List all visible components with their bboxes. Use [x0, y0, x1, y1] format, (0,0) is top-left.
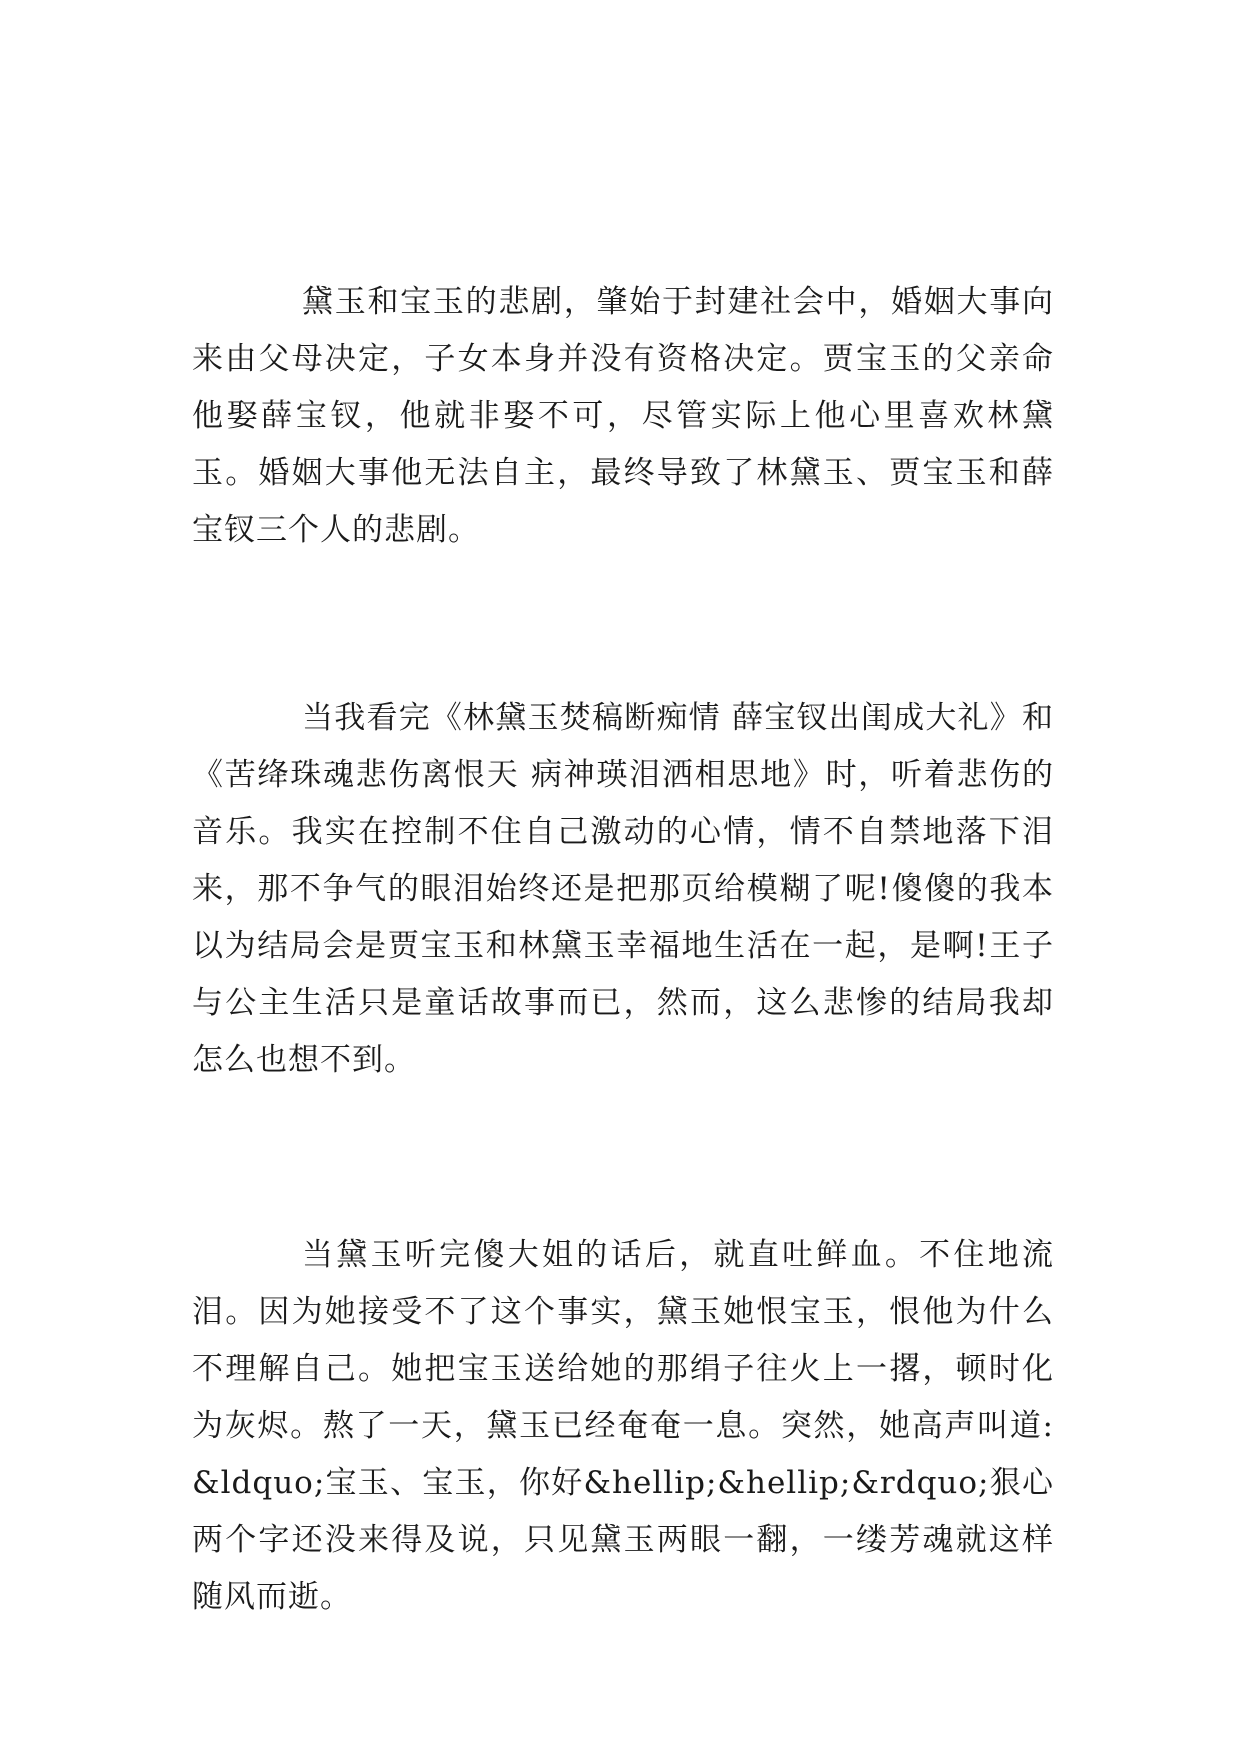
paragraph-2: 当我看完《林黛玉焚稿断痴情 薛宝钗出闺成大礼》和《苦绛珠魂悲伤离恨天 病神瑛泪洒相思地》时，听着悲伤的音乐。我实在控制不住自己激动的心情，情不自禁地落下泪来，那不争气的眼泪始终还是把那页给模糊了呢!傻傻的我本以为结局会是贾宝玉和林黛玉幸福地生活在一起，是啊!王子与公主生活只是童话故事而已，然而，这么悲惨的结局我却怎么也想不到。 — [192, 700, 1054, 1078]
paragraph-1: 黛玉和宝玉的悲剧，肇始于封建社会中，婚姻大事向来由父母决定，子女本身并没有资格决定。贾宝玉的父亲命他娶薛宝钗，他就非娶不可，尽管实际上他心里喜欢林黛玉。婚姻大事他无法自主，最终导致了林黛玉、贾宝玉和薛宝钗三个人的悲剧。 — [192, 284, 1054, 548]
paragraph-3: 当黛玉听完傻大姐的话后，就直吐鲜血。不住地流泪。因为她接受不了这个事实，黛玉她恨宝玉，恨他为什么不理解自己。她把宝玉送给她的那绢子往火上一撂，顿时化为灰烬。熬了一天，黛玉已经奄奄一息。突然，她高声叫道: &ldquo;宝玉、宝玉，你好&hellip;&hellip;&rdquo;狠心两个字还没来得及说，只见黛玉两眼一翻，一缕芳魂就这样随风而逝。 — [192, 1237, 1054, 1615]
